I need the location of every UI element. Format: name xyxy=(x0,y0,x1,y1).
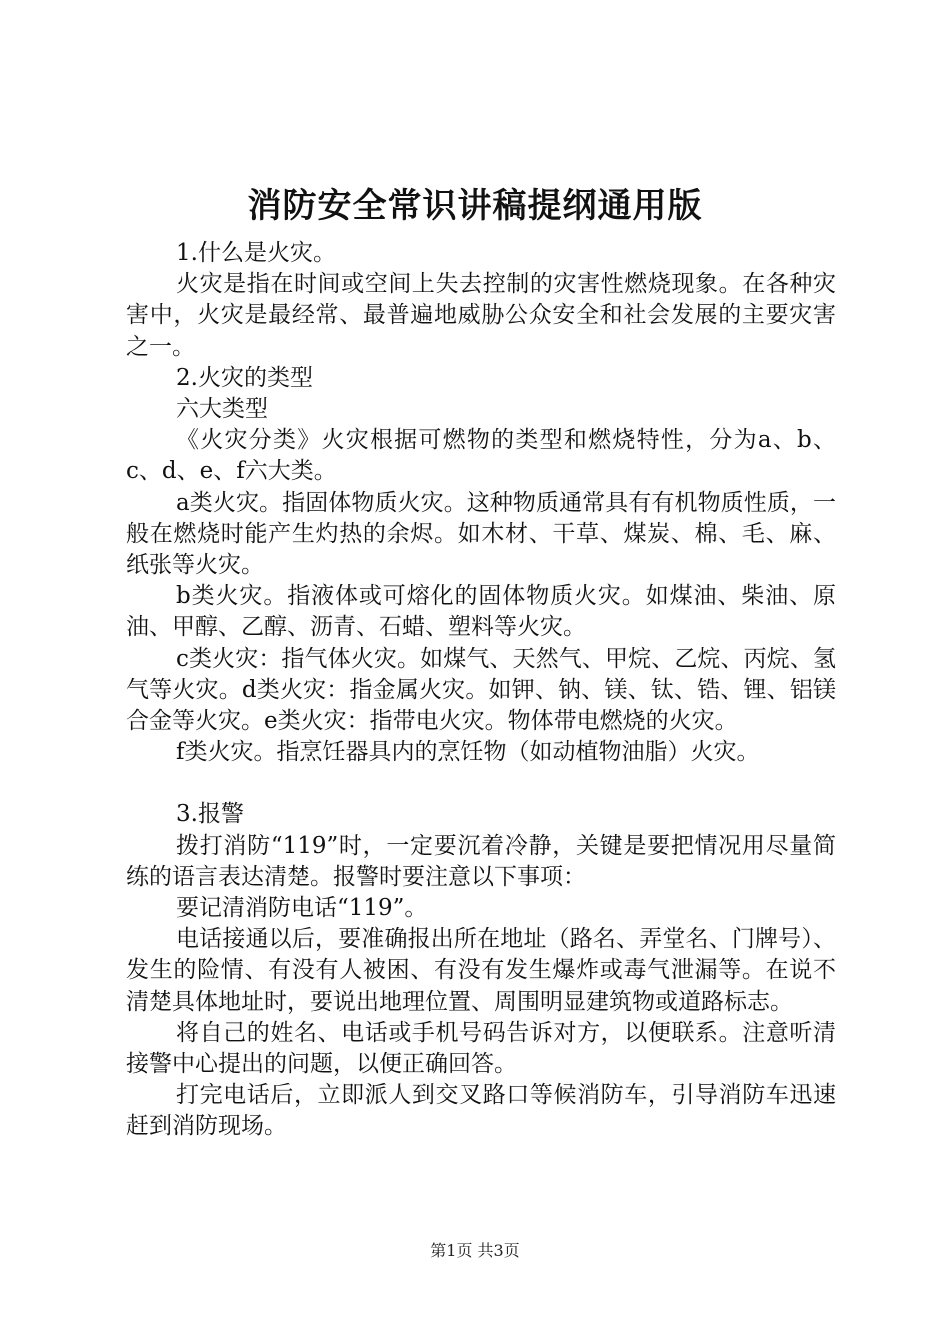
paragraph-fire-classification: 《火灾分类》火灾根据可燃物的类型和燃烧特性，分为a、b、c、d、e、f六大类。 xyxy=(126,427,836,485)
document-title: 消防安全常识讲稿提纲通用版 xyxy=(247,186,703,226)
paragraph-report-address: 电话接通以后，要准确报出所在地址（路名、弄堂名、门牌号）、发生的险情、有没有人被困、有没有发生爆炸或毒气泄漏等。在说不清楚具体地址时，要说出地理位置、周围明显建筑物或道路标志。 xyxy=(126,926,836,1015)
paragraph-fire-definition: 火灾是指在时间或空间上失去控制的灾害性燃烧现象。在各种灾害中，火灾是最经常、最普遍地威胁公众安全和社会发展的主要灾害之一。 xyxy=(126,271,836,360)
paragraph-call-119: 拨打消防“119”时，一定要沉着冷静，关键是要把情况用尽量简练的语言表达清楚。报警时要注意以下事项： xyxy=(126,832,836,890)
subheading-six-types: 六大类型 xyxy=(176,396,268,423)
heading-alarm: 3.报警 xyxy=(176,801,244,828)
paragraph-class-a: a类火灾。指固体物质火灾。这种物质通常具有有机物质性质，一般在燃烧时能产生灼热的余烬。如木材、干草、煤炭、棉、毛、麻、纸张等火灾。 xyxy=(126,489,836,579)
paragraph-class-b: b类火灾。指液体或可熔化的固体物质火灾。如煤油、柴油、原油、甲醇、乙醇、沥青、石蜡、塑料等火灾。 xyxy=(126,583,836,641)
heading-fire-types: 2.火灾的类型 xyxy=(176,364,313,391)
document-body xyxy=(126,238,836,1143)
heading-what-is-fire: 1.什么是火灾。 xyxy=(176,240,336,266)
paragraph-give-contact: 将自己的姓名、电话或手机号码告诉对方，以便联系。注意听清接警中心提出的问题，以便正确回答。 xyxy=(126,1019,836,1078)
paragraph-class-f: f类火灾。指烹饪器具内的烹饪物（如动植物油脂）火灾。 xyxy=(176,739,760,766)
paragraph-remember-119: 要记清消防电话“119”。 xyxy=(176,895,428,922)
paragraph-class-c-d-e: c类火灾：指气体火灾。如煤气、天然气、甲烷、乙烷、丙烷、氢气等火灾。d类火灾：指金属火灾。如钾、钠、镁、钛、锆、锂、铝镁合金等火灾。e类火灾：指带电火灾。物体带电燃烧的火灾。 xyxy=(126,645,836,735)
paragraph-guide-fire-truck: 打完电话后，立即派人到交叉路口等候消防车，引导消防车迅速赶到消防现场。 xyxy=(126,1082,836,1140)
blank-line xyxy=(126,768,836,799)
page-number: 第1页 共3页 xyxy=(430,1241,520,1260)
